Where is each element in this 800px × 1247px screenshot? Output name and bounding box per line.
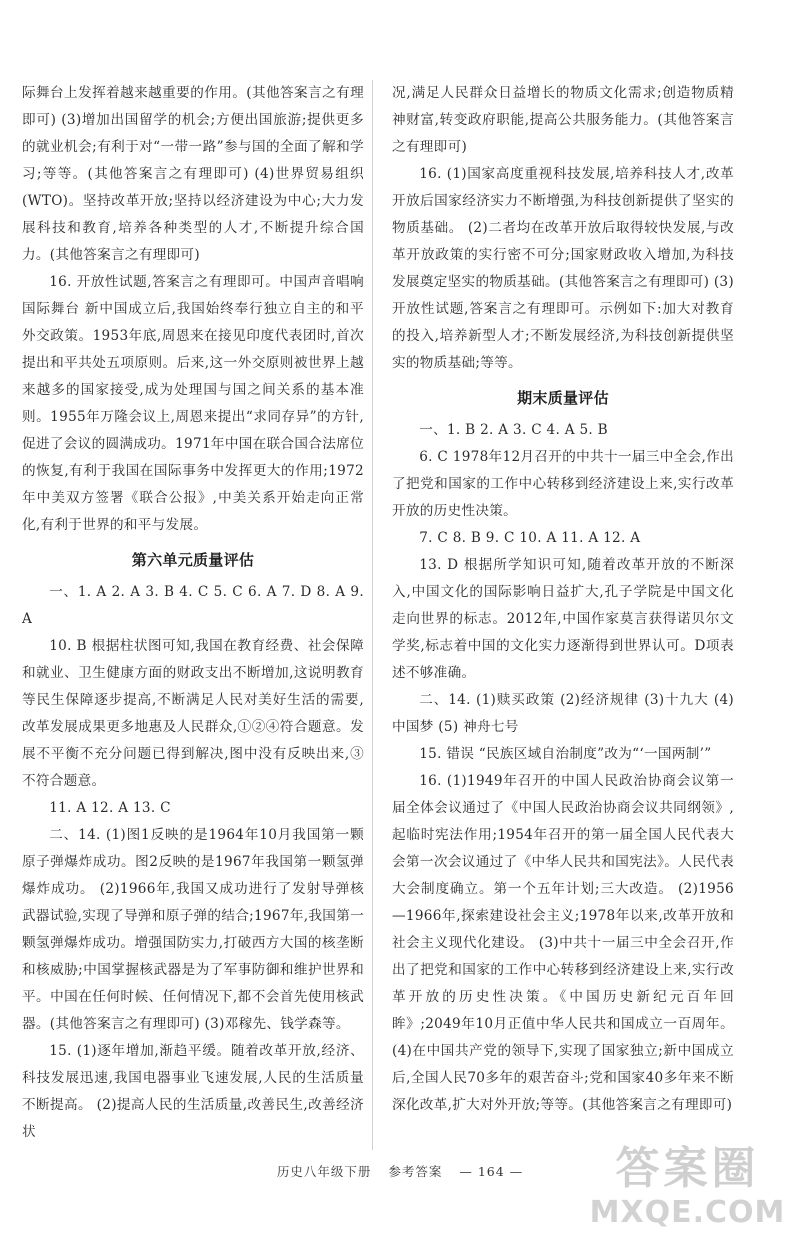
section-heading-unit6: 第六单元质量评估	[131, 551, 255, 569]
answer-paragraph: 7. C 8. B 9. C 10. A 11. A 12. A	[419, 530, 641, 546]
answer-paragraph: 11. A 12. A 13. C	[49, 800, 171, 816]
left-column	[22, 80, 364, 1146]
answer-paragraph: 16. 开放性试题,答案言之有理即可。中国声音唱响国际舞台 新中国成立后,我国始终奉行独立自主的和平外交政策。1953年底,周恩来在接见印度代表团时,首次提出和平共处五项原则。后来,这一外交原则被世界上越来越多的国家接受,成为处理国与国之间关系的基本准则。1955年万隆会议上,周恩来提出“求同存异”的方针,促进了会议的圆满成功。1971年中国在联合国合法席位的恢复,有利于我国在国际事务中发挥更大的作用;1972年中美双方签署《联合公报》,中美关系开始走向正常化,有利于世界的和平与发展。	[22, 274, 364, 533]
site-watermark	[580, 1142, 795, 1242]
watermark-url: MXQE.COM	[589, 1195, 786, 1230]
answer-paragraph: 况,满足人民群众日益增长的物质文化需求;创造物质精神财富,转变政府职能,提高公共服务能力。(其他答案言之有理即可)	[392, 85, 734, 155]
footer-section: 参考答案	[388, 1164, 443, 1179]
answer-paragraph: 一、1. A 2. A 3. B 4. C 5. C 6. A 7. D 8. A 9. A	[22, 584, 364, 627]
answer-paragraph: 16. (1)国家高度重视科技发展,培养科技人才,改革开放后国家经济实力不断增强,为科技创新提供了坚实的物质基础。 (2)二者均在改革开放后取得较快发展,与改革开放政策的实行密不可分;国家财政收入增加,为科技发展奠定坚实的物质基础。(其他答案言之有理即可) (3)开放性试题,答案言之有理即可。示例如下:加大对教育的投入,培养新型人才;不断发展经济,为科技创新提供坚实的物质基础;等等。	[392, 166, 734, 371]
answer-paragraph: 际舞台上发挥着越来越重要的作用。(其他答案言之有理即可) (3)增加出国留学的机会;方便出国旅游;提供更多的就业机会;有利于对“一带一路”参与国的全面了解和学习;等等。(其他答案言之有理即可) (4)世界贸易组织(WTO)。坚持改革开放;坚持以经济建设为中心;大力发展科技和教育,培养各种类型的人才,不断提升综合国力。(其他答案言之有理即可)	[22, 85, 364, 263]
answer-paragraph: 二、14. (1)赎买政策 (2)经济规律 (3)十九大 (4)中国梦 (5) 神舟七号	[392, 692, 734, 735]
right-column	[392, 80, 734, 1119]
page-number: — 164 —	[459, 1164, 524, 1179]
answer-paragraph: 16. (1)1949年召开的中国人民政治协商会议第一届全体会议通过了《中国人民政治协商会议共同纲领》,起临时宪法作用;1954年召开的第一届全国人民代表大会第一次会议通过了《中华人民共和国宪法》。人民代表大会制度确立。第一个五年计划;三大改造。 (2)1956—1966年,探索建设社会主义;1978年以来,改革开放和社会主义现代化建设。 (3)中共十一届三中全会召开,作出了把党和国家的工作中心转移到经济建设上来,实行改革开放的历史性决策。《中国历史新纪元百年回眸》;2049年10月正值中华人民共和国成立一百周年。 (4)在中国共产党的领导下,实现了国家独立;新中国成立后,全国人民70多年的艰苦奋斗;党和国家40多年来不断深化改革,扩大对外开放;等等。(其他答案言之有理即可)	[392, 773, 734, 1113]
answer-paragraph: 10. B 根据柱状图可知,我国在教育经费、社会保障和就业、卫生健康方面的财政支出不断增加,这说明教育等民生保障逐步提高,不断满足人民对美好生活的需要,改革发展成果更多地惠及人民群众,①②④符合题意。发展不平衡不充分问题已得到解决,图中没有反映出来,③不符合题意。	[22, 638, 364, 789]
section-heading-final: 期末质量评估	[517, 389, 609, 407]
footer-book-title: 历史八年级下册	[276, 1164, 372, 1179]
answer-paragraph: 6. C 1978年12月召开的中共十一届三中全会,作出了把党和国家的工作中心转移到经济建设上来,实行改革开放的历史性决策。	[392, 449, 734, 519]
answer-paragraph: 13. D 根据所学知识可知,随着改革开放的不断深入,中国文化的国际影响日益扩大,孔子学院是中国文化走向世界的标志。2012年,中国作家莫言获得诺贝尔文学奖,标志着中国的文化实力逐渐得到世界认可。D项表述不够准确。	[392, 557, 734, 681]
watermark-logo: 答案圈	[615, 1143, 760, 1194]
answer-paragraph: 15. 错误 “民族区域自治制度”改为“‘一国两制’”	[419, 746, 712, 762]
column-divider	[372, 80, 373, 1150]
answer-paragraph: 一、1. B 2. A 3. C 4. A 5. B	[419, 422, 608, 438]
answer-paragraph: 二、14. (1)图1反映的是1964年10月我国第一颗原子弹爆炸成功。图2反映的是1967年我国第一颗氢弹爆炸成功。 (2)1966年,我国又成功进行了发射导弹核武器试验,实现了导弹和原子弹的结合;1967年,我国第一颗氢弹爆炸成功。增强国防实力,打破西方大国的核垄断和核威胁;中国掌握核武器是为了军事防御和维护世界和平。中国在任何时候、任何情况下,都不会首先使用核武器。(其他答案言之有理即可) (3)邓稼先、钱学森等。	[22, 827, 364, 1032]
answer-paragraph: 15. (1)逐年增加,渐趋平缓。随着改革开放,经济、科技发展迅速,我国电器事业飞速发展,人民的生活质量不断提高。 (2)提高人民的生活质量,改善民生,改善经济状	[22, 1043, 364, 1140]
